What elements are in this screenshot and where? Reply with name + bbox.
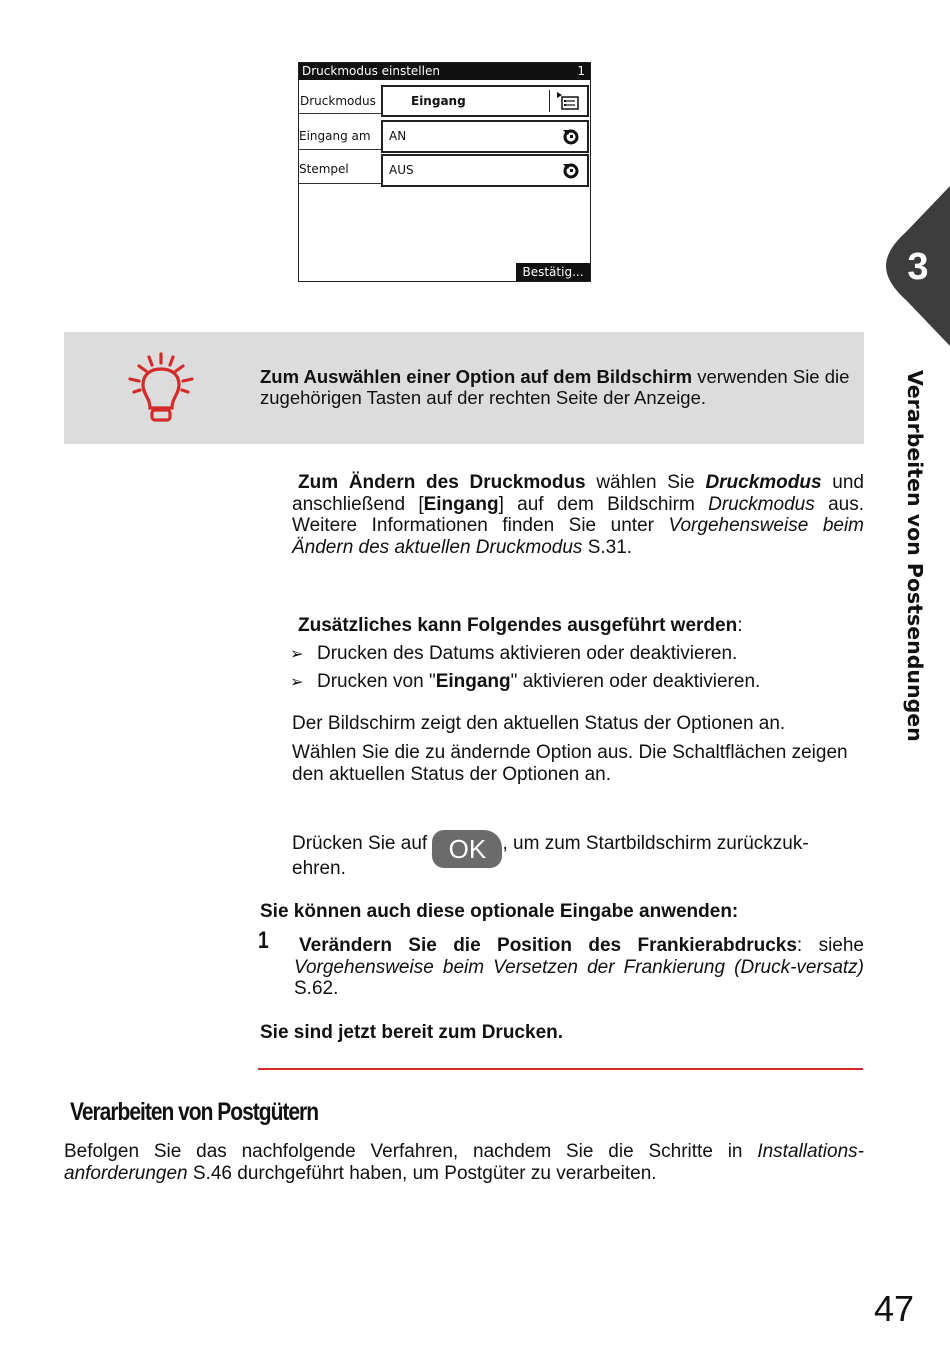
p1-italic: Druckmodus — [708, 493, 815, 515]
step-body: : siehe — [796, 935, 864, 956]
p1-bold: Zum Ändern des Druckmodus — [298, 472, 586, 493]
chapter-title: Verarbeiten von Postsendungen — [903, 370, 927, 742]
section-paragraph — [64, 1141, 864, 1184]
bullet-text: " aktivieren oder deaktivieren. — [510, 671, 761, 692]
section-title: Verarbeiten von Postgütern — [70, 1098, 319, 1126]
eingang-am-field[interactable] — [381, 120, 589, 153]
p1-bolditalic: Druckmodus — [705, 472, 822, 493]
bullet-arrow-icon: ➢ — [290, 672, 304, 691]
p1-text: wählen Sie — [585, 472, 706, 493]
tip-text — [260, 366, 860, 408]
tip-body: verwenden Sie die zugehörigen Tasten auf der rechten Seite der Anzeige. — [260, 366, 850, 408]
toggle-cycle-icon — [561, 160, 581, 180]
row-label-eingang-am: Eingang am — [299, 129, 371, 143]
list-select-icon — [555, 91, 581, 111]
row-separator — [299, 113, 381, 114]
row-label-druckmodus: Druckmodus — [300, 94, 376, 108]
section-text: S.46 durchgeführt haben, um Postgüter zu verarbeiten. — [187, 1162, 657, 1184]
ready-text: Sie sind jetzt bereit zum Drucken. — [260, 1022, 564, 1043]
druckmodus-field[interactable] — [381, 85, 589, 117]
p1-link-italic[interactable]: Vorgehensweise beim Ändern des aktuellen Druckmodus — [292, 515, 865, 558]
step-text — [294, 935, 864, 1000]
p5-text: Drücken Sie auf — [292, 833, 433, 854]
p1-text: aus. Weitere Informationen finden Sie unter — [292, 493, 864, 536]
paragraph-ok-cont: ehren. — [292, 858, 346, 879]
screen-title: Druckmodus einstellen — [302, 64, 440, 78]
step-ref: S.62. — [294, 978, 339, 999]
lightbulb-icon — [126, 352, 196, 424]
screen-page-number: 1 — [577, 64, 585, 78]
paragraph-additional — [298, 615, 864, 637]
page-number: 47 — [873, 1288, 914, 1329]
tip-bold: Zum Auswählen einer Option auf dem Bildschirm — [260, 366, 693, 387]
bullet-item — [290, 671, 864, 693]
druckmodus-value: Eingang — [411, 94, 466, 108]
p1-text: S.31. — [582, 536, 633, 558]
p1-text: ] auf dem Bildschirm — [498, 493, 709, 515]
toggle-cycle-icon — [561, 126, 581, 146]
section-text: Befolgen Sie das nachfolgende Verfahren, nachdem Sie die Schritte in — [64, 1141, 758, 1162]
step-bold: Verändern Sie die Position des Frankierabdrucks — [299, 935, 797, 956]
row-separator — [299, 183, 381, 184]
bullet-item — [290, 643, 864, 665]
bullet-bold: Eingang — [435, 671, 511, 692]
optional-heading: Sie können auch diese optionale Eingabe anwenden: — [260, 901, 739, 922]
section-link-italic[interactable]: Installations-anforderungen — [64, 1141, 864, 1184]
paragraph-status: Der Bildschirm zeigt den aktuellen Status der Optionen an. — [292, 713, 786, 734]
bullet-text: Drucken von " — [317, 671, 436, 692]
p2-bold: Zusätzliches kann Folgendes ausgeführt werden — [298, 615, 738, 636]
tip-box — [64, 332, 864, 444]
paragraph-druckmodus — [292, 472, 864, 558]
ok-key-label: OK — [448, 834, 487, 864]
stempel-field[interactable] — [381, 154, 589, 187]
paragraph-select: Wählen Sie die zu ändernde Option aus. Die Schaltflächen zeigen den aktuellen Status der Optionen an. — [292, 742, 848, 785]
stempel-value: AUS — [389, 163, 414, 177]
confirm-softkey[interactable]: Bestätig... — [516, 263, 590, 281]
section-divider — [258, 1068, 863, 1070]
step-number: 1 — [258, 927, 269, 954]
row-separator — [299, 149, 381, 150]
p5-text: , um zum Startbildschirm zurückzuk- — [502, 833, 809, 854]
p1-bold-eingang: Eingang — [423, 493, 499, 515]
device-screen — [298, 62, 591, 282]
chapter-tab — [886, 186, 950, 346]
chapter-number: 3 — [907, 246, 929, 288]
bullet-arrow-icon: ➢ — [290, 644, 304, 663]
chapter-side-title — [888, 370, 948, 760]
screen-title-bar — [299, 63, 590, 80]
eingang-am-value: AN — [389, 129, 407, 143]
p2-colon: : — [737, 615, 743, 636]
row-label-stempel: Stempel — [299, 162, 349, 176]
step-link-italic[interactable]: Vorgehensweise beim Versetzen der Frankierung (Druck-versatz) — [294, 956, 864, 978]
bullet-text: Drucken des Datums aktivieren oder deaktivieren. — [317, 643, 738, 664]
p1-text: und anschließend [ — [292, 472, 864, 515]
